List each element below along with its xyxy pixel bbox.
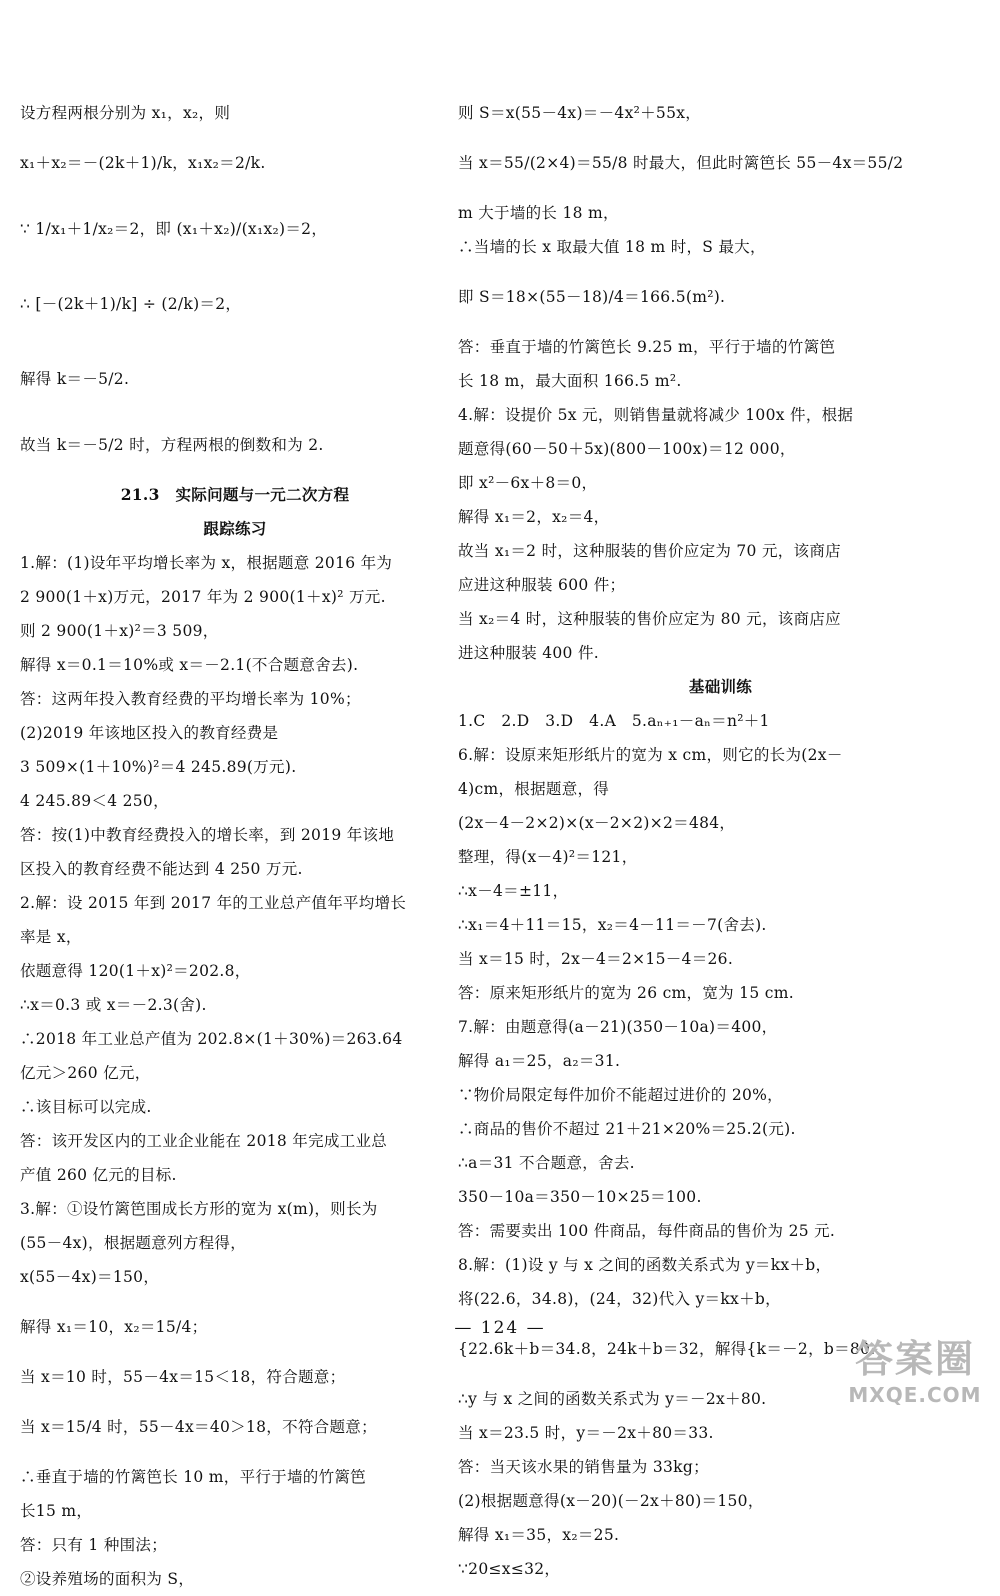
text-line: 解得 k＝－5/2.: [20, 370, 130, 388]
text-line: 跟踪练习: [203, 519, 267, 538]
left-column: [20, 96, 450, 1596]
text-line: 题意得(60－50＋5x)(800－100x)＝12 000，: [458, 440, 796, 458]
text-line: 解得 a₁＝25，a₂＝31.: [458, 1052, 621, 1070]
text-line: 应进这种服装 600 件；: [458, 576, 626, 594]
text-line: 答：按(1)中教育经费投入的增长率，到 2019 年该地: [20, 826, 395, 844]
text-line: 亿元＞260 亿元，: [20, 1064, 151, 1082]
text-line: 答：垂直于墙的竹篱笆长 9.25 m，平行于墙的竹篱笆: [458, 338, 836, 356]
text-line: 21.3 实际问题与一元二次方程: [120, 485, 350, 504]
text-line: 当 x＝23.5 时，y＝－2x＋80＝33.: [458, 1424, 714, 1442]
text-line: ∴商品的售价不超过 21＋21×20%＝25.2(元).: [458, 1120, 796, 1138]
text-line: 7.解：由题意得(a－21)(350－10a)＝400，: [458, 1018, 778, 1036]
text-line: ∴垂直于墙的竹篱笆长 10 m，平行于墙的竹篱笆: [20, 1468, 366, 1486]
text-line: 答：原来矩形纸片的宽为 26 cm，宽为 15 cm.: [458, 984, 794, 1002]
text-line: 4)cm，根据题意，得: [458, 780, 610, 798]
text-line: 4 245.89＜4 250，: [20, 792, 169, 810]
text-line: 答：只有 1 种围法；: [20, 1536, 168, 1554]
text-line: 解得 x＝0.1＝10%或 x＝－2.1(不合题意舍去).: [20, 656, 359, 674]
text-line: 8.解：(1)设 y 与 x 之间的函数关系式为 y＝kx＋b，: [458, 1256, 832, 1274]
text-line: 3 509×(1＋10%)²＝4 245.89(万元).: [20, 758, 297, 776]
text-line: 即 x²－6x＋8＝0，: [458, 474, 598, 492]
text-line: 答：当天该水果的销售量为 33kg；: [458, 1458, 709, 1476]
text-line: 答：这两年投入教育经费的平均增长率为 10%；: [20, 690, 361, 708]
watermark-url: MXQE.COM: [848, 1383, 982, 1407]
text-line: 基础训练: [688, 677, 753, 696]
text-line: 当 x＝10 时，55－4x＝15＜18，符合题意；: [20, 1368, 346, 1386]
text-line: 进这种服装 400 件.: [458, 644, 599, 662]
text-line: 则 2 900(1＋x)²＝3 509，: [20, 622, 219, 640]
text-line: ∵20≤x≤32，: [458, 1560, 561, 1578]
text-line: ∴2018 年工业总产值为 202.8×(1＋30%)＝263.64: [20, 1030, 403, 1048]
text-line: (2x－4－2×2)×(x－2×2)×2＝484，: [458, 814, 736, 832]
text-line: 解得 x₁＝2，x₂＝4，: [458, 508, 610, 526]
text-line: (2)2019 年该地区投入的教育经费是: [20, 724, 279, 742]
watermark-mark: 答案圈: [854, 1337, 975, 1381]
text-line: 即 S＝18×(55－18)/4＝166.5(m²).: [458, 288, 726, 306]
text-line: ∴y 与 x 之间的函数关系式为 y＝－2x＋80.: [458, 1390, 767, 1408]
text-line: 2.解：设 2015 年到 2017 年的工业总产值年平均增长: [20, 894, 407, 912]
text-line: 1.C 2.D 3.D 4.A 5.aₙ₊₁－aₙ＝n²＋1: [458, 712, 770, 730]
text-line: ∵ 1/x₁＋1/x₂＝2，即 (x₁＋x₂)/(x₁x₂)＝2，: [20, 220, 328, 238]
text-line: {22.6k＋b＝34.8，24k＋b＝32，解得{k＝－2，b＝80.: [458, 1340, 876, 1358]
text-line: 2 900(1＋x)万元，2017 年为 2 900(1＋x)² 万元.: [20, 588, 386, 606]
text-line: 则 S＝x(55－4x)＝－4x²＋55x，: [458, 104, 702, 122]
text-line: 区投入的教育经费不能达到 4 250 万元.: [20, 860, 303, 878]
text-line: 答：需要卖出 100 件商品，每件商品的售价为 25 元.: [458, 1222, 836, 1240]
text-line: x₁＋x₂＝－(2k＋1)/k，x₁x₂＝2/k.: [20, 154, 266, 172]
text-line: 当 x＝15/4 时，55－4x＝40＞18，不符合题意；: [20, 1418, 377, 1436]
text-line: 设方程两根分别为 x₁，x₂，则: [20, 104, 231, 122]
text-line: 当 x＝15 时，2x－4＝2×15－4＝26.: [458, 950, 734, 968]
text-line: 答：该开发区内的工业企业能在 2018 年完成工业总: [20, 1132, 388, 1150]
text-line: 产值 260 亿元的目标.: [20, 1166, 177, 1184]
text-line: ∴该目标可以完成.: [20, 1098, 152, 1116]
text-line: ∵物价局限定每件加价不能超过进价的 20%，: [458, 1086, 783, 1104]
text-line: 整理，得(x－4)²＝121，: [458, 848, 638, 866]
text-line: (2)根据题意得(x－20)(－2x＋80)＝150，: [458, 1492, 764, 1510]
text-line: 3.解：①设竹篱笆围成长方形的宽为 x(m)，则长为: [20, 1200, 378, 1218]
page-number: — 124 —: [454, 1318, 546, 1338]
text-line: 1.解：(1)设年平均增长率为 x，根据题意 2016 年为: [20, 554, 393, 572]
watermark-logo: [830, 1336, 1000, 1416]
text-line: m 大于墙的长 18 m，: [458, 204, 619, 222]
text-line: 将(22.6，34.8)，(24，32)代入 y＝kx＋b，: [458, 1290, 781, 1308]
text-line: 长 18 m，最大面积 166.5 m².: [458, 372, 682, 390]
text-line: 解得 x₁＝10，x₂＝15/4；: [20, 1318, 208, 1336]
text-line: 6.解：设原来矩形纸片的宽为 x cm，则它的长为(2x－: [458, 746, 843, 764]
text-line: 长15 m，: [20, 1502, 93, 1520]
text-line: 率是 x，: [20, 928, 82, 946]
text-line: 当 x₂＝4 时，这种服装的售价应定为 80 元，该商店应: [458, 610, 841, 628]
text-line: 350－10a＝350－10×25＝100.: [458, 1188, 702, 1206]
text-line: 故当 k＝－5/2 时，方程两根的倒数和为 2.: [20, 436, 324, 454]
text-line: ②设养殖场的面积为 S，: [20, 1570, 195, 1588]
text-line: (55－4x)，根据题意列方程得，: [20, 1234, 247, 1252]
text-line: 当 x＝55/(2×4)＝55/8 时最大，但此时篱笆长 55－4x＝55/2: [458, 154, 904, 172]
text-line: ∴x－4＝±11，: [458, 882, 569, 900]
text-line: ∴x₁＝4＋11＝15，x₂＝4－11＝－7(舍去).: [458, 916, 767, 934]
text-line: 4.解：设提价 5x 元，则销售量就将减少 100x 件，根据: [458, 406, 854, 424]
text-line: x(55－4x)＝150，: [20, 1268, 160, 1286]
text-line: ∴当墙的长 x 取最大值 18 m 时，S 最大，: [458, 238, 766, 256]
text-line: ∴x＝0.3 或 x＝－2.3(舍).: [20, 996, 207, 1014]
text-line: ∴a＝31 不合题意，舍去.: [458, 1154, 635, 1172]
text-line: 故当 x₁＝2 时，这种服装的售价应定为 70 元，该商店: [458, 542, 841, 560]
text-line: 依题意得 120(1＋x)²＝202.8，: [20, 962, 251, 980]
text-line: ∴ [－(2k＋1)/k] ÷ (2/k)＝2，: [20, 295, 242, 313]
text-line: 解得 x₁＝35，x₂＝25.: [458, 1526, 620, 1544]
